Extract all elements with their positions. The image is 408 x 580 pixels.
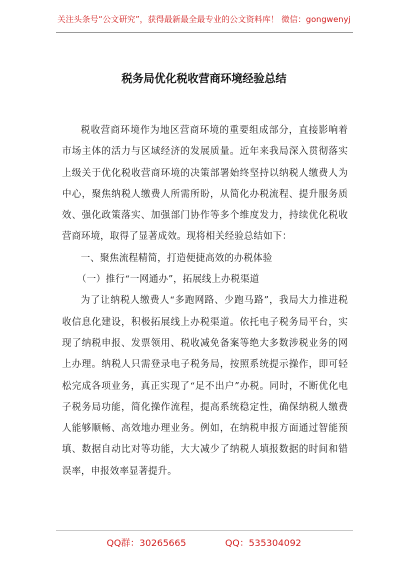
document-title: 税务局优化税收营商环境经验总结	[121, 72, 287, 85]
header-divider	[56, 32, 353, 33]
header-banner: 关注头条号“公文研究”，获得最新最全最专业的公文资料库！ 微信：gongwenyj	[57, 14, 351, 24]
footer-divider	[56, 530, 353, 531]
subsection-heading: （一）推行“一网通办”，拓展线上办税渠道	[77, 274, 260, 286]
qq-number: QQ：535304092	[225, 538, 302, 549]
document-body	[62, 120, 348, 482]
body-paragraph: 为了让纳税人缴费人“多跑网路、少跑马路”，我局大力推进税收信息化建设，积极拓展线上办税渠道。依托电子税务局平台，实现了纳税申报、发票领用、税收减免备案等绝大多数涉税业务的网上办理。纳税人只需登录电子税务局，按照系统提示操作，即可轻松完成各项业务，真正实现了“足不出户”办税。同时，不断优化电子税务局功能，简化操作流程，提高系统稳定性，确保纳税人缴费人能够顺畅、高效地办理业务。例如，在纳税申报方面通过智能预填、数据自动比对等功能，大大减少了纳税人填报数据的时间和错误率，申报效率显著提升。	[62, 295, 348, 477]
section-heading: 一、聚焦流程精简，打造便捷高效的办税体验	[80, 252, 273, 264]
qq-group-number: QQ群：30265665	[106, 538, 187, 549]
footer-contact	[0, 535, 408, 549]
intro-paragraph: 税收营商环境作为地区营商环境的重要组成部分，直接影响着市场主体的活力与区域经济的发展质量。近年来我局深入贯彻落实上级关于优化税收营商环境的决策部署始终坚持以纳税人缴费人为中心，聚焦纳税人缴费人所需所盼，从简化办税流程、提升服务质效、强化政策落实、加强部门协作等多个维度发力，持续优化税收营商环境，取得了显著成效。现将相关经验总结如下：	[62, 125, 348, 243]
